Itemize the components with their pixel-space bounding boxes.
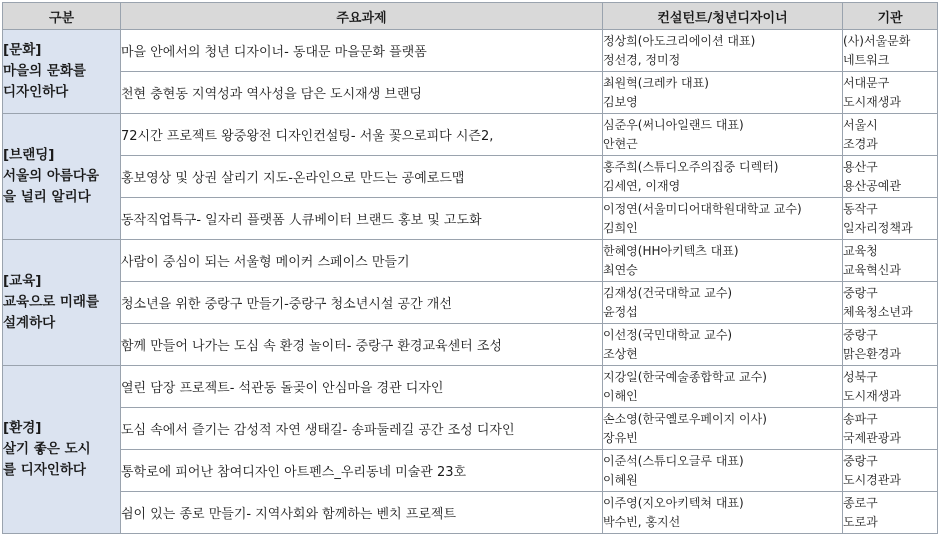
task-cell: 홍보영상 및 상권 살리기 지도-온라인으로 만드는 공예로드맵 [121, 156, 603, 198]
consultant-cell: 손소영(한국옐로우페이지 이사) 장유빈 [603, 408, 843, 450]
table-row [3, 366, 938, 408]
consultant-cell: 이준석(스튜디오글루 대표) 이혜원 [603, 450, 843, 492]
organization-cell: 동작구 일자리정책과 [843, 198, 938, 240]
task-cell: 청소년을 위한 중랑구 만들기-중랑구 청소년시설 공간 개선 [121, 282, 603, 324]
header-consultant: 컨설턴트/청년디자이너 [603, 3, 843, 30]
organization-cell: 성북구 도시재생과 [843, 366, 938, 408]
category-branding: [브랜딩] 서울의 아름다움 을 널리 알리다 [3, 114, 121, 240]
table-row [3, 450, 938, 492]
consultant-cell: 지강일(한국예술종합학교 교수) 이해인 [603, 366, 843, 408]
organization-cell: 중랑구 맑은환경과 [843, 324, 938, 366]
task-cell: 72시간 프로젝트 왕중왕전 디자인컨설팅- 서울 꽃으로피다 시즌2, [121, 114, 603, 156]
category-culture: [문화] 마을의 문화를 디자인하다 [3, 30, 121, 114]
consultant-cell: 정상희(아도크리에이션 대표) 정선경, 정미정 [603, 30, 843, 72]
organization-cell: 중랑구 체육청소년과 [843, 282, 938, 324]
table-row [3, 198, 938, 240]
task-cell: 함께 만들어 나가는 도심 속 환경 놀이터- 중랑구 환경교육센터 조성 [121, 324, 603, 366]
consultant-cell: 심준우(써니아일랜드 대표) 안현근 [603, 114, 843, 156]
table-row [3, 72, 938, 114]
consultant-cell: 최원혁(크레카 대표) 김보영 [603, 72, 843, 114]
organization-cell: 서울시 조경과 [843, 114, 938, 156]
category-education: [교육] 교육으로 미래를 설계하다 [3, 240, 121, 366]
table-row [3, 282, 938, 324]
task-cell: 마을 안에서의 청년 디자이너- 동대문 마을문화 플랫폼 [121, 30, 603, 72]
organization-cell: 서대문구 도시재생과 [843, 72, 938, 114]
task-cell: 통학로에 피어난 참여디자인 아트펜스_우리동네 미술관 23호 [121, 450, 603, 492]
category-environment: [환경] 살기 좋은 도시 를 디자인하다 [3, 366, 121, 534]
header-category: 구분 [3, 3, 121, 30]
consultant-cell: 이주영(지오아키텍쳐 대표) 박수빈, 홍지선 [603, 492, 843, 534]
table-row [3, 324, 938, 366]
organization-cell: (사)서울문화 네트워크 [843, 30, 938, 72]
table-row [3, 30, 938, 72]
table-row [3, 240, 938, 282]
organization-cell: 중랑구 도시경관과 [843, 450, 938, 492]
task-cell: 천현 충현동 지역성과 역사성을 담은 도시재생 브랜딩 [121, 72, 603, 114]
header-task: 주요과제 [121, 3, 603, 30]
consultant-cell: 김재성(건국대학교 교수) 윤정섭 [603, 282, 843, 324]
task-cell: 사람이 중심이 되는 서울형 메이커 스페이스 만들기 [121, 240, 603, 282]
header-organization: 기관 [843, 3, 938, 30]
table-row [3, 408, 938, 450]
organization-cell: 교육청 교육혁신과 [843, 240, 938, 282]
consultant-cell: 이선정(국민대학교 교수) 조상현 [603, 324, 843, 366]
organization-cell: 용산구 용산공예관 [843, 156, 938, 198]
organization-cell: 송파구 국제관광과 [843, 408, 938, 450]
project-table [2, 2, 938, 534]
consultant-cell: 홍주희(스튜디오주의집중 디렉터) 김세연, 이재영 [603, 156, 843, 198]
consultant-cell: 한혜영(HH아키텍츠 대표) 최연승 [603, 240, 843, 282]
table-row [3, 492, 938, 534]
task-cell: 도심 속에서 즐기는 감성적 자연 생태길- 송파둘레길 공간 조성 디자인 [121, 408, 603, 450]
organization-cell: 종로구 도로과 [843, 492, 938, 534]
consultant-cell: 이정연(서울미디어대학원대학교 교수) 김희인 [603, 198, 843, 240]
task-cell: 쉼이 있는 종로 만들기- 지역사회와 함께하는 벤치 프로젝트 [121, 492, 603, 534]
table-row [3, 156, 938, 198]
task-cell: 동작직업특구- 일자리 플랫폼 人큐베이터 브랜드 홍보 및 고도화 [121, 198, 603, 240]
table-row [3, 114, 938, 156]
task-cell: 열린 담장 프로젝트- 석관동 돌곶이 안심마을 경관 디자인 [121, 366, 603, 408]
